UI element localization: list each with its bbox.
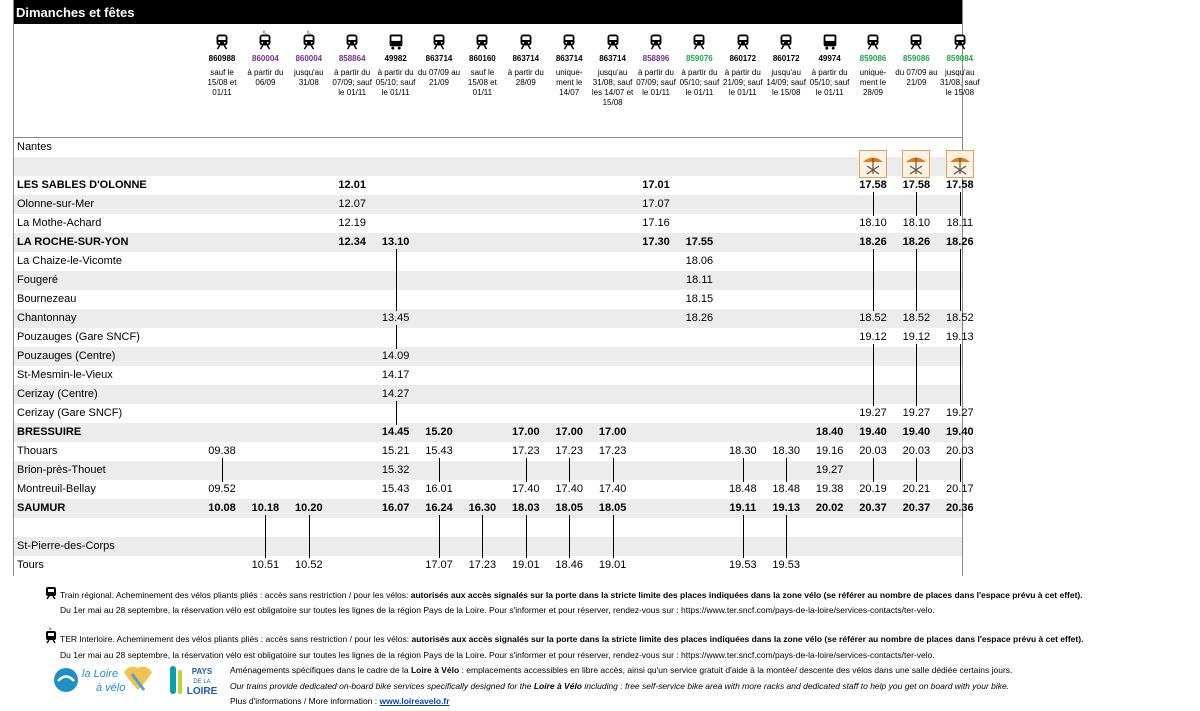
train-note: du 07/09 au 21/09	[417, 68, 461, 87]
station-name: Cerizay (Centre)	[17, 388, 98, 400]
time-cell: 15.20	[425, 426, 453, 438]
time-cell: 19.13	[946, 331, 974, 343]
time-cell: 20.17	[946, 483, 974, 495]
pass-through-line	[396, 325, 397, 349]
svg-text:DE LA: DE LA	[193, 679, 211, 685]
legend-loire-fr	[230, 665, 1012, 675]
station-name: Pouzauges (Centre)	[17, 350, 116, 362]
time-cell: 10.51	[251, 559, 280, 571]
time-cell: 09.52	[208, 483, 236, 495]
station-row	[14, 138, 962, 157]
time-cell: 10.52	[295, 559, 323, 571]
station-row	[14, 366, 962, 385]
train-icon	[518, 30, 534, 50]
time-cell: 18.52	[946, 312, 974, 324]
station-name: Chantonnay	[17, 312, 77, 324]
train-note: unique-ment le 28/09	[859, 68, 887, 97]
station-name: Fougeré	[17, 274, 58, 286]
time-cell: 18.46	[555, 559, 583, 571]
pass-through-line	[613, 515, 614, 558]
legend-text-bold: autorisés aux accès signalés sur la porte dans la stricte limite des places indiquées dans la zone vélo (se référer au nombre de places dans l'espace prévu à cet effet).	[410, 590, 1083, 600]
time-cell: 19.01	[512, 559, 540, 571]
pass-through-line	[743, 515, 744, 558]
legend-text: : emplacements accessibles en libre accès, ainsi qu'un service gratuit d'aide à la montée/ descente des vélos dans une salle dédiée certains jours.	[459, 665, 1013, 675]
pass-through-line	[873, 249, 874, 311]
time-cell: 17.16	[642, 217, 670, 229]
time-cell: 17.40	[598, 483, 627, 495]
time-cell: 18.30	[772, 445, 800, 457]
train-number: 860004	[252, 54, 279, 63]
train-note: jusqu'au 14/09; sauf le 15/08	[766, 68, 806, 97]
train-column-header	[634, 30, 678, 98]
pass-through-line	[960, 344, 961, 406]
station-name: La Chaize-le-Vicomte	[17, 255, 122, 267]
station-row	[14, 176, 974, 195]
time-cell: 18.48	[772, 483, 800, 495]
station-name: Cerizay (Gare SNCF)	[17, 407, 123, 419]
station-row	[14, 290, 962, 309]
time-cell: 18.10	[859, 217, 887, 229]
time-cell: 20.03	[902, 445, 931, 457]
pass-through-line	[786, 458, 787, 482]
train-number: 858864	[338, 54, 366, 63]
station-row	[14, 309, 974, 328]
time-cell: 19.53	[772, 559, 800, 571]
train-column-header	[938, 30, 982, 98]
time-cell: 18.05	[555, 502, 583, 514]
time-cell: 19.27	[902, 407, 931, 419]
pass-through-line	[569, 458, 570, 482]
time-cell: 17.23	[512, 445, 540, 457]
svg-text:à vélo: à vélo	[96, 682, 126, 694]
train-note: jusqu'au 31/08; sauf les 14/07 et 15/08	[591, 68, 634, 107]
train-note: à partir du 05/10; sauf le 01/11	[375, 68, 416, 97]
station-row	[14, 423, 974, 442]
time-cell: 09.38	[208, 445, 236, 457]
train-note: à partir du 07/09; sauf le 01/11	[636, 68, 676, 97]
legend-reservation-2: Du 1er mai au 28 septembre, la réservation vélo est obligatoire sur toutes les lignes de la région Pays de la Loire. Pour s'informer et pour réserver, rendez-vous sur : https://www.ter.sncf.com/pays-de-la-loire/services-contacts/ter-velo.	[60, 650, 935, 660]
train-number: 859076	[686, 54, 713, 63]
train-icon	[431, 30, 447, 50]
pass-through-line	[873, 344, 874, 406]
train-note: sauf le 15/08 et 01/11	[207, 68, 237, 97]
train-note: à partir du 21/09; sauf le 01/11	[723, 68, 763, 97]
station-row	[14, 385, 962, 404]
time-cell: 18.40	[815, 426, 844, 438]
legend-text: including : free self-service bike area with more racks and dedicated staff to help you get on board with your bike.	[582, 681, 1010, 691]
time-cell: 13.10	[381, 236, 410, 248]
svg-text:IL: IL	[49, 626, 53, 631]
train-number: 860172	[729, 54, 757, 63]
pass-through-line	[916, 192, 917, 216]
time-cell: 18.10	[902, 217, 931, 229]
svg-text:IL: IL	[306, 30, 311, 35]
time-cell: 17.58	[946, 179, 974, 191]
train-note: du 07/09 au 21/09	[895, 68, 938, 87]
train-icon	[778, 30, 794, 50]
pass-through-line	[569, 515, 570, 558]
train-number: 860160	[469, 54, 496, 63]
svg-text:LOIRE: LOIRE	[186, 686, 218, 697]
train-column-header	[504, 30, 548, 88]
station-name: Thouars	[17, 445, 58, 457]
train-note: unique-ment le 14/07	[555, 68, 583, 97]
time-cell: 17.00	[598, 426, 627, 438]
train-icon	[865, 30, 881, 50]
time-cell: 20.21	[902, 483, 931, 495]
station-name: Olonne-sur-Mer	[17, 198, 95, 210]
legend-text: TER Interloire. Acheminement des vélos pliants pliés : accès sans restriction / pour les vélos:	[60, 634, 412, 644]
legend-text-bold: Loire à Vélo	[410, 665, 460, 675]
legend-more-info	[230, 696, 450, 706]
pass-through-line	[916, 344, 917, 406]
train-number: 49982	[384, 54, 407, 63]
beach-bike-icon	[902, 150, 930, 178]
time-cell: 17.58	[859, 179, 887, 191]
time-cell: 20.36	[946, 502, 974, 514]
time-cell: 19.12	[859, 331, 887, 343]
time-cell: 20.03	[859, 445, 887, 457]
train-number: 859084	[946, 54, 974, 63]
station-row	[14, 480, 974, 499]
time-cell: 14.17	[381, 369, 410, 381]
time-cell: 17.07	[642, 198, 670, 210]
legend-text: Train régional. Acheminement des vélos pliants pliés : accès sans restriction / pour les vélos:	[60, 590, 411, 600]
time-cell: 18.26	[859, 236, 887, 248]
pass-through-line	[960, 192, 961, 216]
train-column-header	[417, 30, 461, 88]
station-row	[14, 556, 962, 575]
train-note: à partir du 05/10; sauf le 01/11	[809, 68, 850, 97]
train-number: 860988	[208, 54, 236, 63]
pass-through-line	[265, 515, 266, 558]
station-name: La Mothe-Achard	[17, 217, 102, 229]
beach-bike-icon	[859, 150, 887, 178]
train-il-icon	[44, 626, 58, 646]
time-cell: 18.26	[946, 236, 974, 248]
time-cell: 18.26	[902, 236, 931, 248]
station-name: St-Mesmin-le-Vieux	[17, 369, 113, 381]
train-column-header	[287, 30, 331, 88]
train-icon	[474, 30, 490, 50]
bus-icon	[822, 30, 838, 50]
legend-text: Aménagements spécifiques dans le cadre de la	[230, 665, 411, 675]
pass-through-line	[439, 458, 440, 482]
station-name: St-Pierre-des-Corps	[17, 540, 115, 552]
train-il-icon	[301, 30, 317, 50]
time-cell: 17.55	[685, 236, 714, 248]
page-title: Dimanches et fêtes	[16, 5, 135, 20]
legend-text-bold: Loire à Vélo	[533, 681, 582, 691]
title-bar	[14, 0, 962, 24]
train-number: 860004	[295, 54, 323, 63]
station-row	[14, 461, 962, 480]
train-column-header	[374, 30, 418, 98]
pass-through-line	[613, 458, 614, 482]
time-cell: 10.18	[251, 502, 280, 514]
station-row	[14, 518, 962, 537]
time-cell: 15.32	[381, 464, 410, 476]
time-cell: 17.07	[425, 559, 453, 571]
station-row	[14, 442, 974, 461]
time-cell: 16.24	[425, 502, 453, 514]
train-icon	[344, 30, 360, 50]
time-cell: 19.53	[729, 559, 757, 571]
time-cell: 12.01	[338, 179, 366, 191]
train-note: à partir du 06/09	[247, 68, 284, 87]
time-cell: 19.27	[946, 407, 974, 419]
train-column-header	[243, 30, 287, 88]
time-cell: 10.08	[208, 502, 236, 514]
train-note: jusqu'au 31/08, sauf le 15/08	[940, 68, 980, 97]
train-column-header	[894, 30, 938, 88]
train-note: sauf le 15/08 et 01/11	[467, 68, 497, 97]
time-cell: 13.45	[381, 312, 410, 324]
time-cell: 18.11	[686, 274, 713, 286]
train-column-header	[547, 30, 591, 98]
train-column-header	[591, 30, 635, 108]
time-cell: 18.03	[512, 502, 540, 514]
station-row	[14, 328, 974, 347]
station-row	[14, 195, 962, 214]
train-icon	[605, 30, 621, 50]
time-cell: 17.01	[642, 179, 670, 191]
pass-through-line	[309, 515, 310, 558]
time-cell: 16.30	[468, 502, 497, 514]
station-row	[14, 537, 962, 556]
station-name: Montreuil-Bellay	[17, 483, 96, 495]
legend-ter-interloire	[60, 634, 1083, 644]
train-icon	[214, 30, 230, 50]
time-cell: 18.26	[685, 312, 714, 324]
train-number: 860172	[772, 54, 800, 63]
train-number: 49974	[818, 54, 841, 63]
pass-through-line	[786, 515, 787, 558]
legend-text: Our trains provide dedicated on-board bike services specifically designed for the	[230, 681, 534, 691]
time-cell: 12.19	[338, 217, 366, 229]
time-cell: 19.27	[815, 464, 844, 476]
train-number: 863714	[555, 54, 583, 63]
train-column-header	[460, 30, 504, 98]
train-icon	[952, 30, 968, 50]
timetable-sheet	[13, 0, 980, 576]
station-name: LA ROCHE-SUR-YON	[17, 236, 129, 248]
pass-through-line	[396, 249, 397, 311]
train-icon	[648, 30, 664, 50]
pass-through-line	[526, 515, 527, 558]
time-cell: 10.20	[295, 502, 323, 514]
station-row	[14, 499, 974, 518]
train-number: 863714	[599, 54, 626, 63]
time-cell: 17.40	[512, 483, 540, 495]
train-column-header	[764, 30, 808, 98]
train-column-header	[330, 30, 374, 98]
time-cell: 19.16	[815, 445, 844, 457]
pass-through-line	[873, 192, 874, 216]
station-row	[14, 157, 962, 176]
pass-through-line	[743, 458, 744, 482]
pass-through-line	[526, 458, 527, 482]
beach-bike-icon	[946, 150, 974, 178]
station-name: Brion-près-Thouet	[17, 464, 106, 476]
station-name: Pouzauges (Gare SNCF)	[17, 331, 140, 343]
time-cell: 15.43	[425, 445, 453, 457]
time-cell: 20.02	[815, 502, 844, 514]
station-row	[14, 252, 962, 271]
station-name: LES SABLES D'OLONNE	[17, 179, 147, 191]
time-cell: 15.43	[381, 483, 410, 495]
svg-text:PAYS: PAYS	[191, 667, 213, 676]
station-name: SAUMUR	[17, 502, 66, 514]
time-cell: 18.52	[902, 312, 931, 324]
pass-through-line	[439, 515, 440, 558]
station-name: BRESSUIRE	[17, 426, 82, 438]
time-cell: 19.40	[946, 426, 974, 438]
time-cell: 18.05	[598, 502, 627, 514]
train-column-header	[851, 30, 895, 98]
time-cell: 15.21	[381, 445, 410, 457]
time-cell: 19.13	[772, 502, 800, 514]
time-cell: 20.03	[946, 445, 974, 457]
svg-text:IL: IL	[263, 30, 267, 35]
train-number: 858896	[642, 54, 670, 63]
time-cell: 19.38	[815, 483, 844, 495]
partner-logos	[52, 662, 228, 698]
time-cell: 17.30	[642, 236, 670, 248]
time-cell: 19.27	[859, 407, 887, 419]
train-icon	[735, 30, 751, 50]
legend-train-regional	[60, 590, 1083, 600]
loireavelo-link[interactable]: www.loireavelo.fr	[379, 696, 450, 706]
time-cell: 14.45	[381, 426, 410, 438]
time-cell: 17.23	[555, 445, 583, 457]
time-cell: 18.52	[859, 312, 887, 324]
time-cell: 20.37	[859, 502, 887, 514]
legend-loire-en	[230, 681, 1009, 691]
svg-text:la Loire: la Loire	[82, 668, 119, 680]
train-note: jusqu'au 31/08	[294, 68, 324, 87]
time-cell: 17.58	[902, 179, 931, 191]
time-cell: 14.09	[381, 350, 410, 362]
train-column-header	[808, 30, 852, 98]
time-cell: 18.11	[946, 217, 974, 229]
train-number: 863714	[425, 54, 453, 63]
time-cell: 12.34	[338, 236, 366, 248]
loire-a-velo-logo	[52, 662, 228, 698]
time-cell: 18.15	[685, 293, 714, 305]
time-cell: 18.30	[729, 445, 757, 457]
bus-icon	[388, 30, 404, 50]
station-name: Nantes	[17, 141, 52, 153]
time-cell: 19.12	[902, 331, 931, 343]
train-icon	[44, 586, 58, 602]
time-cell: 17.23	[598, 445, 627, 457]
time-cell: 17.00	[512, 426, 540, 438]
time-cell: 19.40	[902, 426, 931, 438]
station-name: Bournezeau	[17, 293, 77, 305]
pass-through-line	[222, 458, 223, 482]
station-name: Tours	[17, 559, 44, 571]
train-column-header	[677, 30, 721, 98]
pass-through-line	[916, 458, 917, 482]
time-cell: 19.11	[729, 502, 757, 514]
time-cell: 20.19	[859, 483, 887, 495]
time-cell: 17.23	[468, 559, 497, 571]
time-cell: 12.07	[338, 198, 366, 210]
train-number: 859086	[859, 54, 887, 63]
time-cell: 14.27	[381, 388, 410, 400]
time-cell: 16.01	[425, 483, 453, 495]
time-cell: 17.00	[555, 426, 583, 438]
pass-through-line	[916, 249, 917, 311]
pass-through-line	[960, 249, 961, 311]
pass-through-line	[873, 458, 874, 482]
pass-through-line	[482, 515, 483, 558]
station-row	[14, 233, 974, 252]
train-note: à partir du 28/09	[507, 68, 544, 87]
time-cell: 18.48	[729, 483, 757, 495]
train-il-icon	[257, 30, 273, 50]
time-cell: 18.06	[685, 255, 714, 267]
time-cell: 19.01	[598, 559, 627, 571]
station-row	[14, 347, 962, 366]
legend-text-bold: autorisés aux accès signalés sur la porte dans la stricte limite des places indiquées dans la zone vélo (se référer au nombre de places dans l'espace prévu à cet effet).	[411, 634, 1084, 644]
train-number: 863714	[512, 54, 540, 63]
station-row	[14, 271, 962, 290]
train-note: à partir du 07/09; sauf le 01/11	[332, 68, 372, 97]
train-icon	[691, 30, 707, 50]
time-cell: 19.40	[859, 426, 887, 438]
train-number: 859086	[903, 54, 930, 63]
time-cell: 20.37	[902, 502, 931, 514]
train-column-header	[721, 30, 765, 98]
time-cell: 17.40	[555, 483, 583, 495]
station-row	[14, 214, 974, 233]
pass-through-line	[960, 458, 961, 482]
station-row	[14, 404, 974, 423]
legend-reservation-1: Du 1er mai au 28 septembre, la réservation vélo est obligatoire sur toutes les lignes de la région Pays de la Loire. Pour s'informer et pour réserver, rendez-vous sur : https://www.ter.sncf.com/pays-de-la-loire/services-contacts/ter-velo.	[60, 605, 935, 615]
time-cell: 16.07	[381, 502, 410, 514]
legend-text: Plus d'informations / More information :	[230, 696, 380, 706]
train-icon	[908, 30, 924, 50]
pass-through-line	[396, 401, 397, 425]
train-column-header	[200, 30, 244, 98]
train-note: à partir du 05/10; sauf le 01/11	[679, 68, 720, 97]
train-icon	[561, 30, 577, 50]
